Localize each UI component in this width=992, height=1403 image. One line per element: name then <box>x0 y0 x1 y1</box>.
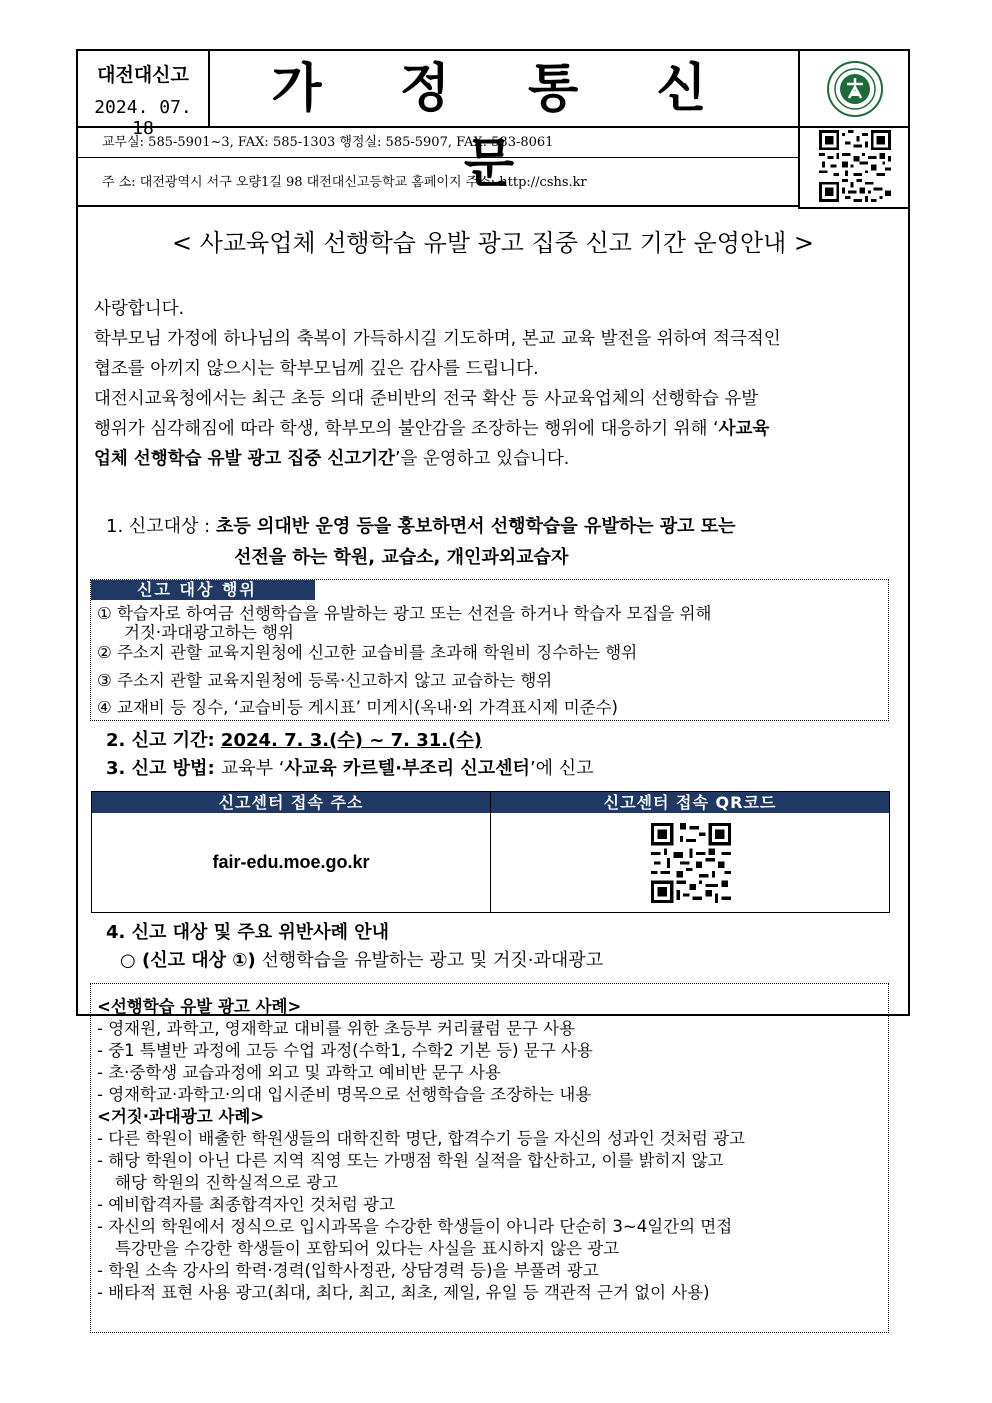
notice-page <box>76 49 910 1302</box>
qr-code-icon[interactable] <box>651 823 731 903</box>
report-act-item: ③ 주소지 관할 교육지원청에 등록·신고하지 않고 교습하는 행위 <box>97 671 553 690</box>
report-center-name: 사교육 카르텔·부조리 신고센터 <box>284 758 530 779</box>
logo-box <box>798 51 910 126</box>
section-content: 초등 의대반 운영 등을 홍보하면서 선행학습을 유발하는 광고 또는 <box>215 516 736 537</box>
cases-content <box>97 996 882 1304</box>
section-sub-label: ○ (신고 대상 ①) <box>120 950 256 971</box>
section-line <box>106 755 594 783</box>
report-center-table <box>91 791 890 913</box>
contact-phones: 교무실: 585-5901~3, FAX: 585-1303 행정실: 585-5907, FAX: 583-8061 <box>78 128 798 158</box>
case-item: 해당 학원의 진학실적으로 광고 <box>115 1173 338 1192</box>
section-label: 1. 신고대상 : <box>106 516 216 537</box>
report-acts-heading: 신고 대상 행위 <box>91 580 315 600</box>
section-content: 교육부 ‘ <box>220 758 285 779</box>
case-item: - 예비합격자를 최종합격자인 것처럼 광고 <box>97 1195 395 1214</box>
report-period: 2024. 7. 3.(수) ~ 7. 31.(수) <box>220 730 482 751</box>
intro-line: 학부모님 가정에 하나님의 축복이 가득하시길 기도하며, 본교 교육 발전을 위하여 적극적인 <box>94 329 781 349</box>
intro-bold-span: 업체 선행학습 유발 광고 집중 신고기간 <box>94 449 395 469</box>
cases-heading: <선행학습 유발 광고 사례> <box>97 997 302 1016</box>
case-item: - 다른 학원이 배출한 학원생들의 대학진학 명단, 합격수기 등을 자신의 성과인 것처럼 광고 <box>97 1129 745 1148</box>
intro-line <box>94 444 894 474</box>
case-item: - 영재원, 과학고, 영재학교 대비를 위한 초등부 커리큘럼 문구 사용 <box>97 1019 576 1038</box>
case-item: - 배타적 표현 사용 광고(최대, 최다, 최고, 최초, 제일, 유일 등 객관적 근거 없이 사용) <box>97 1283 710 1302</box>
section-line <box>106 511 896 542</box>
section-label: 3. 신고 방법: <box>106 758 221 779</box>
intro-line: 사랑합니다. <box>94 299 185 319</box>
issue-date: 2024. 07. 18 <box>94 97 192 139</box>
report-acts-box <box>90 579 889 721</box>
intro-text-span: 행위가 심각해짐에 따라 학생, 학부모의 불안감을 조장하는 행위에 대응하기 위해 ‘ <box>94 419 719 439</box>
report-act-item: ② 주소지 관할 교육지원청에 신고한 교습비를 초과해 학원비 징수하는 행위 <box>97 643 638 662</box>
notice-title: < 사교육업체 선행학습 유발 광고 집중 신고 기간 운영안내 > <box>171 229 815 257</box>
section-content: 선전을 하는 학원, 교습소, 개인과외교습자 <box>234 547 569 568</box>
case-item: - 자신의 학원에서 정식으로 입시과목을 수강한 학생들이 아니라 단순히 3~4일간의 면접 <box>97 1217 733 1236</box>
contact-address: 주 소: 대전광역시 서구 오량1길 98 대전대신고등학교 홈페이지 주소: http://cshs.kr <box>78 159 798 207</box>
case-item: - 초·중학생 교습과정에 외고 및 과학고 예비반 문구 사용 <box>97 1063 501 1082</box>
intro-text <box>94 294 894 474</box>
report-act-item: ④ 교재비 등 징수, ‘교습비등 게시표’ 미게시(옥내·외 가격표시제 미준수) <box>97 698 618 717</box>
report-act-item: 거짓·과대광고하는 행위 <box>124 623 294 642</box>
school-name: 대전대신고 <box>97 64 189 86</box>
table-header-address: 신고센터 접속 주소 <box>92 792 490 813</box>
case-item: - 중1 특별반 과정에 고등 수업 과정(수학1, 수학2 기본 등) 문구 사용 <box>97 1041 593 1060</box>
intro-text-span: ’을 운영하고 있습니다. <box>394 449 570 469</box>
section-cases <box>106 919 603 975</box>
qr-box <box>798 128 910 209</box>
qr-code-icon <box>819 130 891 202</box>
page-title: 가 정 통 신 문 <box>271 58 737 194</box>
section-label: 4. 신고 대상 및 주요 위반사례 안내 <box>106 922 390 943</box>
intro-line: 대전시교육청에서는 최근 초등 의대 준비반의 전국 확산 등 사교육업체의 선행학습 유발 <box>94 389 759 409</box>
table-header-qr: 신고센터 접속 QR코드 <box>491 792 889 813</box>
section-line <box>106 947 603 975</box>
section-report-target <box>106 511 896 573</box>
section-content: ’에 신고 <box>529 758 594 779</box>
section-line <box>106 727 594 755</box>
section-period-method <box>106 727 594 783</box>
intro-bold-span: 사교육 <box>718 419 770 439</box>
intro-line <box>94 414 894 444</box>
section-content: 선행학습을 유발하는 광고 및 거짓·과대광고 <box>255 950 604 971</box>
case-item: - 해당 학원이 아닌 다른 지역 직영 또는 가맹점 학원 실적을 합산하고, 이를 밝히지 않고 <box>97 1151 724 1170</box>
case-item: - 학원 소속 강사의 학력·경력(입학사정관, 상담경력 등)을 부풀려 광고 <box>97 1261 599 1280</box>
section-line <box>106 542 896 573</box>
table-divider <box>490 792 491 912</box>
cases-heading: <거짓·과대광고 사례> <box>97 1107 265 1126</box>
intro-line: 협조를 아끼지 않으시는 학부모님께 깊은 감사를 드립니다. <box>94 359 539 379</box>
report-act-item: ① 학습자로 하여금 선행학습을 유발하는 광고 또는 선전을 하거나 학습자 모집을 위해 <box>97 604 712 623</box>
school-date-box <box>78 51 210 139</box>
cases-box <box>90 983 889 1333</box>
report-center-url[interactable]: fair-edu.moe.go.kr <box>212 852 370 872</box>
section-label: 2. 신고 기간: <box>106 730 221 751</box>
school-emblem-icon <box>827 61 883 117</box>
case-item: 특강만을 수강한 학생들이 포함되어 있다는 사실을 표시하지 않은 광고 <box>115 1239 620 1258</box>
case-item: - 영재학교·과학고·의대 입시준비 명목으로 선행학습을 조장하는 내용 <box>97 1085 592 1104</box>
